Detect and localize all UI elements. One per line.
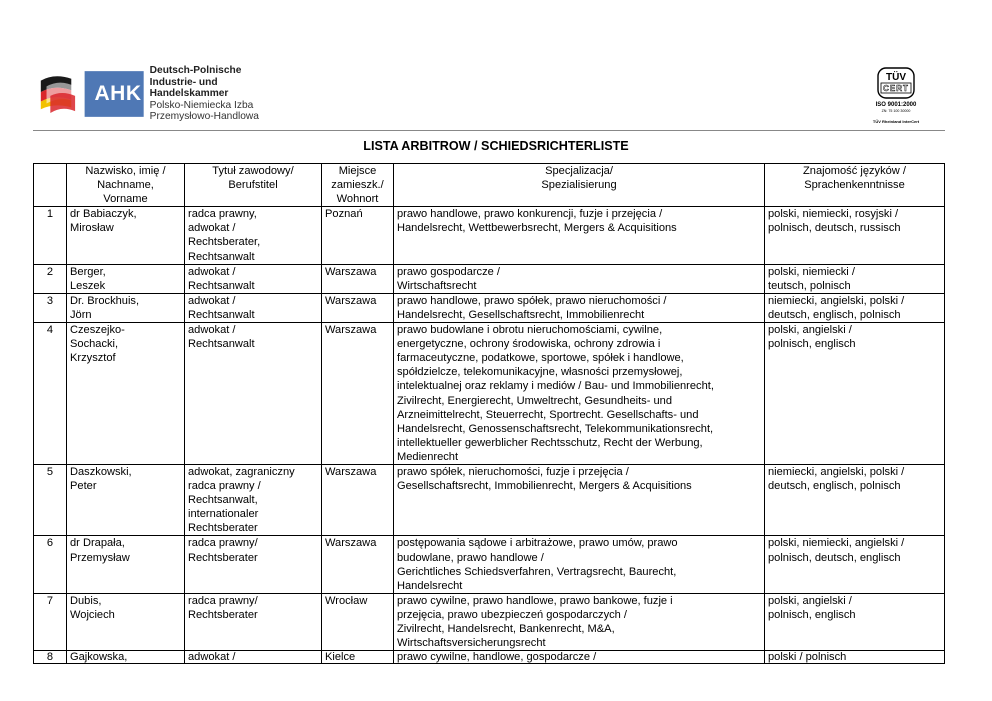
row-title: adwokat / Rechtsanwalt [185,264,322,293]
table-row [34,651,945,664]
row-name: Berger, Leszek [67,264,185,293]
row-place: Warszawa [322,536,394,593]
row-number: 2 [34,264,67,293]
row-title: radca prawny/ Rechtsberater [185,536,322,593]
table-row [34,593,945,650]
tuv-certificate-logo [864,67,928,125]
chamber-name-de: Deutsch-Polnische Industrie- und Handelskammer [149,65,242,100]
header-num [34,164,67,207]
row-languages: polski, niemiecki, angielski / polnisch, deutsch, englisch [765,536,945,593]
ahk-wordmark: AHK [94,82,142,105]
row-specialization: prawo handlowe, prawo spółek, prawo nieruchomości / Handelsrecht, Gesellschaftsrecht, Immobilienrecht [394,293,765,322]
row-title: radca prawny, adwokat / Rechtsberater, Rechtsanwalt [185,207,322,264]
row-number: 7 [34,593,67,650]
row-number: 1 [34,207,67,264]
table-row [34,536,945,593]
row-specialization: prawo handlowe, prawo konkurencji, fuzje i przejęcia / Handelsrecht, Wettbewerbsrecht, Mergers & Acquisitions [394,207,765,264]
row-name: Daszkowski, Peter [67,464,185,535]
row-name: Dr. Brockhuis, Jörn [67,293,185,322]
table-header-row [34,164,945,207]
row-name: dr Drapała, Przemysław [67,536,185,593]
table-row [34,464,945,535]
chamber-name-pl: Polsko-Niemiecka Izba Przemysłowo-Handlowa [149,99,259,123]
header-name: Nazwisko, imię / Nachname, Vorname [67,164,185,207]
table-row [34,264,945,293]
row-specialization: prawo budowlane i obrotu nieruchomościami, cywilne, energetyczne, ochrony środowiska, ochrony zdrowia i farmaceutyczne, podatkowe, sportowe, spółek i handlowe, spółdzielcze, telekomunikacyjne, własności przemysłowej, intelektualnej oraz reklamy i mediów / Bau- und Immobilienrecht, Zivilrecht, Energierecht, Umweltrecht, Gesundheits- und Arzneimittelrecht, Steuerrecht, Sportrecht. Gesellschafts- und Handelsrecht, Genossenschaftsrecht, Telekommunikationsrecht, intellektueller gewerblicher Rechtsschutz, Recht der Werbung, Medienrecht [394,323,765,465]
row-specialization: prawo spółek, nieruchomości, fuzje i przejęcia / Gesellschaftsrecht, Immobilienrecht, Mergers & Acquisitions [394,464,765,535]
header-place: Miejsce zamieszk./ Wohnort [322,164,394,207]
row-languages: polski / polnisch [765,651,945,664]
row-number: 8 [34,651,67,664]
row-number: 6 [34,536,67,593]
row-title: adwokat / Rechtsanwalt [185,293,322,322]
row-languages: niemiecki, angielski, polski / deutsch, englisch, polnisch [765,464,945,535]
header-title: Tytuł zawodowy/ Berufstitel [185,164,322,207]
row-specialization: postępowania sądowe i arbitrażowe, prawo umów, prawo budowlane, prawo handlowe / Gerichtliches Schiedsverfahren, Vertragsrecht, Baurecht, Handelsrecht [394,536,765,593]
row-specialization: prawo gospodarcze / Wirtschaftsrecht [394,264,765,293]
row-place: Warszawa [322,464,394,535]
cert-number-text: ZN: 75 100 30000 [881,109,911,113]
tuv-brand-text: TÜV [886,72,906,83]
row-place: Warszawa [322,264,394,293]
row-specialization: prawo cywilne, handlowe, gospodarcze / [394,651,765,664]
row-title: radca prawny/ Rechtsberater [185,593,322,650]
row-title: adwokat, zagraniczny radca prawny / Rechtsanwalt, internationaler Rechtsberater [185,464,322,535]
row-title: adwokat / [185,651,322,664]
chamber-name [150,65,292,122]
row-number: 5 [34,464,67,535]
row-number: 4 [34,323,67,465]
cert-issuer-text: TÜV Rheinland InterCert [872,119,920,124]
row-title: adwokat / Rechtsanwalt [185,323,322,465]
tuv-cert-text: CERT [883,84,909,93]
table-row [34,323,945,465]
row-place: Poznań [322,207,394,264]
tuv-cert-seal-icon [864,67,928,125]
row-name: Gajkowska, [67,651,185,664]
row-languages: polski, niemiecki, rosyjski / polnisch, deutsch, russisch [765,207,945,264]
row-name: dr Babiaczyk, Mirosław [67,207,185,264]
row-languages: niemiecki, angielski, polski / deutsch, englisch, polnisch [765,293,945,322]
row-place: Wrocław [322,593,394,650]
document-title: LISTA ARBITROW / SCHIEDSRICHTERLISTE [363,139,629,153]
row-name: Czeszejko- Sochacki, Krzysztof [67,323,185,465]
row-name: Dubis, Wojciech [67,593,185,650]
row-specialization: prawo cywilne, prawo handlowe, prawo bankowe, fuzje i przejęcia, prawo ubezpieczeń gospodarczych / Zivilrecht, Handelsrecht, Bankenrecht, M&A, Wirtschaftsversicherungsrecht [394,593,765,650]
row-number: 3 [34,293,67,322]
row-place: Kielce [322,651,394,664]
row-languages: polski, angielski / polnisch, englisch [765,593,945,650]
row-place: Warszawa [322,293,394,322]
row-place: Warszawa [322,323,394,465]
header-languages: Znajomość języków / Sprachenkenntnisse [765,164,945,207]
page-header [0,0,992,140]
table-row [34,293,945,322]
table-row [34,207,945,264]
header-divider [33,130,945,131]
header-specialization: Specjalizacja/ Spezialisierung [394,164,765,207]
iso-standard-text: ISO 9001:2000 [875,102,917,108]
row-languages: polski, niemiecki / teutsch, polnisch [765,264,945,293]
ahk-logo [37,66,292,122]
row-languages: polski, angielski / polnisch, englisch [765,323,945,465]
arbitrator-table [33,163,945,664]
